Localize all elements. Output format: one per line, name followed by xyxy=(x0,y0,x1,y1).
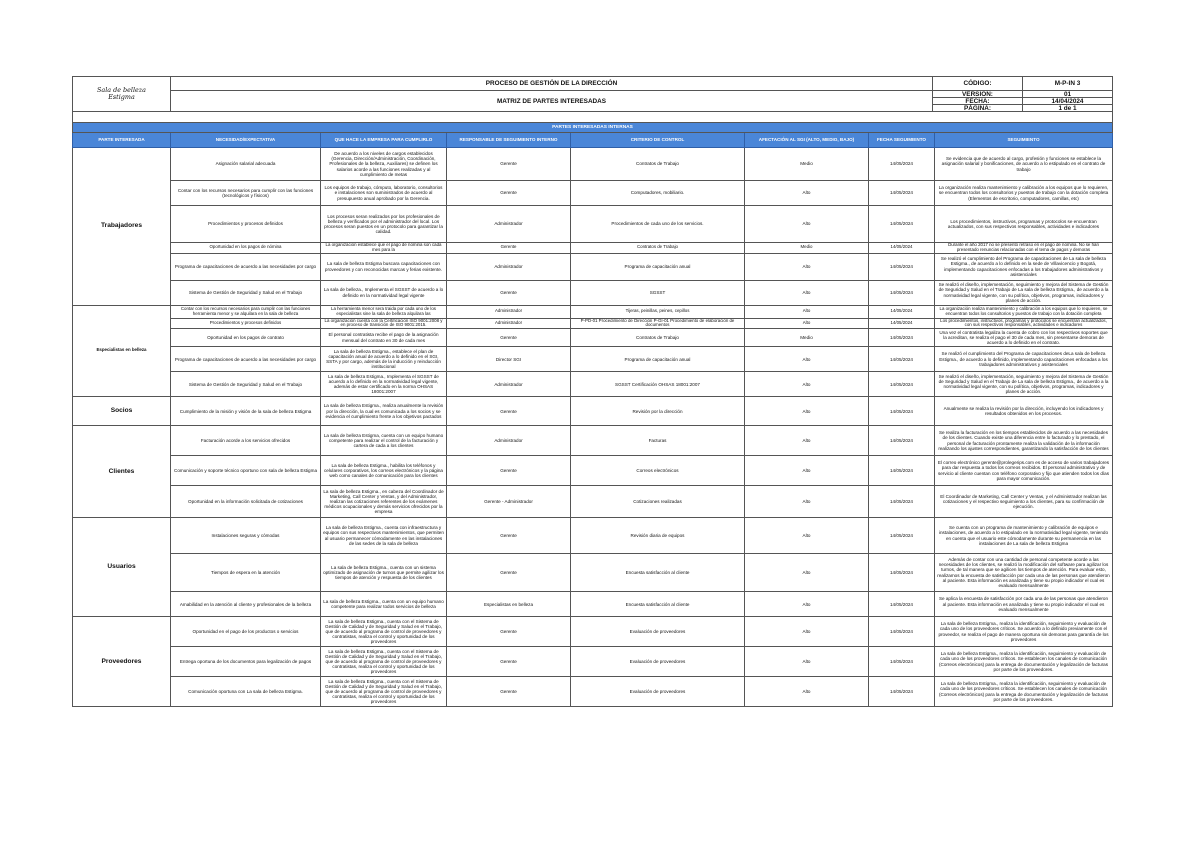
group-label: Especialistas en belleza xyxy=(73,305,171,397)
cell-afectacion: Alto xyxy=(745,426,869,456)
cell-fecha: 14/05/2024 xyxy=(869,243,935,254)
cell-afectacion: Alto xyxy=(745,518,869,554)
group-label: Trabajadores xyxy=(73,148,171,306)
table-row xyxy=(73,206,1113,243)
cell-seguimiento: Se evidencia que de acuerdo al cargo, profesión y funciones se establece la asignación salarial y bonificaciones, de acuerdo a lo estipulado en el contrato de trabajo xyxy=(935,148,1113,181)
table-row xyxy=(73,397,1113,426)
cell-necesidad: Tiempos de espera en la atención xyxy=(171,554,321,592)
cell-accion: La organización establece que el pago de nómina son cada mes para la xyxy=(321,243,447,254)
table-row xyxy=(73,617,1113,647)
table-row xyxy=(73,243,1113,254)
cell-fecha: 14/05/2024 xyxy=(869,426,935,456)
col-header-fecha: FECHA SEGUIMIENTO xyxy=(869,133,935,148)
cell-responsable: Administrador xyxy=(447,426,571,456)
meta-label-version: VERSIÓN: xyxy=(933,91,1022,98)
cell-afectacion: Medio xyxy=(745,243,869,254)
cell-seguimiento: La organización realiza mantenimiento y calibración a los equipos que lo requieren, se encuentran todos los consultorios y puestos de trabajo con la dotación completa (Elementos de escritorio, computadores, camillas, etc) xyxy=(935,181,1113,206)
cell-seguimiento: Se realizó el cumplimiento del Programa de capacitaciones de La sala de belleza Estigma., de acuerdo a lo definido en la sede de Villavicencio y Bogotá, implementando capacitaciones enfocadas a los trabajadores administrativos y asistenciales xyxy=(935,253,1113,280)
cell-accion: La sala de belleza Estigma., Implementa el SGSST de acuerdo a lo definido en la normatividad legal vigente, además de estar certificado en la norma OHSAS 18001:2007 xyxy=(321,372,447,397)
cell-afectacion: Alto xyxy=(745,280,869,305)
cell-accion: La sala de belleza Estigma buscara capacitaciones con proveedores y con reconocidas marcas y ferias existente. xyxy=(321,253,447,280)
cell-criterio: Cotizaciones realizadas xyxy=(571,486,745,518)
cell-responsable: Gerente xyxy=(447,243,571,254)
cell-responsable: Director SGI xyxy=(447,347,571,372)
cell-criterio: Correos electrónicos xyxy=(571,456,745,486)
cell-afectacion: Alto xyxy=(745,206,869,243)
cell-accion: El personal contratista recibe el pago de la asignación mensual del contrato en 30 de cada mes xyxy=(321,329,447,347)
cell-accion: La sala de belleza Estigma., cuenta con el Sistema de Gestión de Calidad y de Seguridad y Salud en el Trabajo, que de acuerdo al programa de control de proveedores y contratistas, realiza el control y oportunidad de los proveedores xyxy=(321,647,447,677)
cell-fecha: 14/05/2024 xyxy=(869,647,935,677)
cell-afectacion: Alto xyxy=(745,305,869,318)
col-header-necesidad: NECESIDAD/EXPECTATIVA xyxy=(171,133,321,148)
table-row xyxy=(73,305,1113,318)
cell-criterio: Revisión por la dirección xyxy=(571,397,745,426)
table-row xyxy=(73,148,1113,181)
cell-necesidad: Programa de capacitaciones de acuerdo a las necesidades por cargo xyxy=(171,253,321,280)
section-title: PARTES INTERESADAS INTERNAS xyxy=(73,123,1113,133)
table-row xyxy=(73,677,1113,707)
table-row xyxy=(73,372,1113,397)
meta-value-version: 01 xyxy=(1023,91,1112,98)
cell-necesidad: Cumplimiento de la misión y visión de la sala de belleza Estigma xyxy=(171,397,321,426)
cell-fecha: 14/05/2024 xyxy=(869,347,935,372)
cell-responsable: Gerente xyxy=(447,329,571,347)
cell-criterio: Evaluación de proveedores xyxy=(571,647,745,677)
cell-criterio: Computadores, mobiliario. xyxy=(571,181,745,206)
cell-seguimiento: Además de contar con una cantidad de personal competente acorde a las necesidades de los clientes, se realizó la modificación del software para agilizar los turnos, de tal manera que se agilicen los tiempos de atención. Para evaluar esto, realizamos la encuesta de satisfacción por cada una de las personas que atendieron al paciente. Esta información es analizada y tiene su propio indicador el cual es evaluado mensualmente xyxy=(935,554,1113,592)
cell-accion: La herramienta menor sera traida por cada uno de los especialistas sine la sala de belleza alquilara las xyxy=(321,305,447,318)
cell-necesidad: Oportunidad en los pagos de nómina xyxy=(171,243,321,254)
cell-afectacion: Medio xyxy=(745,329,869,347)
cell-criterio: Contratos de Trabajo xyxy=(571,243,745,254)
cell-accion: Los equipos de trabajo, cómputo, laboratorio, consultorios e instalaciones son suministrados de acuerdo al presupuesto anual aprobado por la Gerencia. xyxy=(321,181,447,206)
cell-responsable: Administrador xyxy=(447,206,571,243)
matrix-title: MATRIZ DE PARTES INTERESADAS xyxy=(171,91,933,112)
cell-seguimiento: El correo electrónico gerente@prolegerips.com es de acceso de varios trabajadores para dar respuesta a todos los correos recibidos. El personal administrativo y de servicio al cliente cuentan con teléfono corporativo y fijo que atienden todos los días para mayor comunicación. xyxy=(935,456,1113,486)
table-row xyxy=(73,554,1113,592)
cell-fecha: 14/05/2024 xyxy=(869,592,935,617)
cell-criterio: Programa de capacitación anual xyxy=(571,347,745,372)
cell-accion: De acuerdo a los niveles de cargos establecidos (Gerencia, Dirección/Administración, Coordinación, Profesionales de la belleza, Auxiliares) se definen los salarios acorde a las funciones realizadas y al cumplimiento de metas xyxy=(321,148,447,181)
cell-afectacion: Alto xyxy=(745,486,869,518)
cell-criterio: Contratos de Trabajo xyxy=(571,148,745,181)
matrix-table xyxy=(72,112,1113,707)
cell-responsable: Gerente xyxy=(447,181,571,206)
cell-afectacion: Alto xyxy=(745,318,869,329)
table-row xyxy=(73,329,1113,347)
cell-fecha: 14/05/2024 xyxy=(869,181,935,206)
cell-afectacion: Alto xyxy=(745,397,869,426)
cell-criterio: Evaluación de proveedores xyxy=(571,617,745,647)
spacer-row xyxy=(73,112,1113,123)
cell-afectacion: Medio xyxy=(745,148,869,181)
cell-accion: La sala de belleza., Implementa el SGSST de acuerdo a lo definido en la normatividad legal vigente xyxy=(321,280,447,305)
meta-label-code: CÓDIGO: xyxy=(933,77,1023,91)
group-label: Usuarios xyxy=(73,518,171,617)
cell-fecha: 14/05/2024 xyxy=(869,397,935,426)
meta-value-code: M-P-IN 3 xyxy=(1023,77,1113,91)
col-header-criterio: CRITERIO DE CONTROL xyxy=(571,133,745,148)
header-table xyxy=(72,76,1113,112)
cell-responsable: Gerente xyxy=(447,677,571,707)
table-row xyxy=(73,253,1113,280)
cell-seguimiento: Se realizó el diseño, implementación, seguimiento y mejora del Sistema de Gestión de Seguridad y Salud en el Trabajo de La sala de belleza Estigma., de acuerdo a la normatividad legal vigente, con su política, objetivos, programas, indicadores y planes de acción. xyxy=(935,372,1113,397)
cell-afectacion: Alto xyxy=(745,554,869,592)
cell-fecha: 14/05/2024 xyxy=(869,677,935,707)
cell-seguimiento: Se cuenta con un programa de mantenimiento y calibración de equipos e instalaciones, de acuerdo a lo estipulado en la normatividad legal vigente, teniendo en cuenta que el usuario este cómodamente durante su permanencia en las instalaciones de La sala de belleza Estigma xyxy=(935,518,1113,554)
cell-necesidad: Sistema de Gestión de Seguridad y Salud en el Trabajo xyxy=(171,372,321,397)
cell-accion: La organización cuenta con la Certificación ISO 9001:2008 y en proceso de transición de ISO 9001:2015. xyxy=(321,318,447,329)
logo-line1: Sala de belleza xyxy=(97,86,146,94)
cell-accion: La sala de belleza Estigma., cuenta con un equipo humano competente para realizar todos servicios de belleza xyxy=(321,592,447,617)
table-row xyxy=(73,456,1113,486)
cell-criterio: P-PD-01 Procedimiento de Dirección P-GI-01 Procedimiento de elaboración de documentos xyxy=(571,318,745,329)
cell-necesidad: Sistema de Gestión de Seguridad y Salud en el Trabajo xyxy=(171,280,321,305)
cell-seguimiento: Los procedimientos, instructivos, programas y protocolos se encuentran actualizados, con sus respectivos responsables, actividades e indicadores xyxy=(935,318,1113,329)
cell-seguimiento: Los procedimientos, instructivos, programas y protocolos se encuentran actualizados, con sus respectivos responsables, actividades e indicadores xyxy=(935,206,1113,243)
group-label: Socios xyxy=(73,397,171,426)
cell-seguimiento: Se realizó el cumplimiento del Programa de capacitaciones deLa sala de belleza Estigma., de acuerdo a lo definido, implementando capacitaciones enfocadas a los trabajadores administrativos y asistenciales xyxy=(935,347,1113,372)
column-header-row xyxy=(73,133,1113,148)
cell-responsable: Gerente - Administrador xyxy=(447,486,571,518)
cell-fecha: 14/05/2024 xyxy=(869,318,935,329)
cell-responsable: Gerente xyxy=(447,280,571,305)
cell-accion: La sala de belleza Estigma., cuenta con el Sistema de Gestión de Calidad y de Seguridad y Salud en el Trabajo, que de acuerdo al programa de control de proveedores y contratistas, realiza el control y oportunidad de los proveedores xyxy=(321,677,447,707)
cell-afectacion: Alto xyxy=(745,456,869,486)
table-row xyxy=(73,181,1113,206)
cell-seguimiento: La sala de belleza Estigma., realiza la identificación, seguimiento y evaluación de cada uno de los proveedores críticos. Se establecen los canales de comunicación (Correos electrónicos) para la entrega de documentación y legalización de facturas por parte de los proveedores. xyxy=(935,677,1113,707)
cell-fecha: 14/05/2024 xyxy=(869,305,935,318)
meta-value-page: 1 de 1 xyxy=(1058,105,1077,112)
cell-responsable: Gerente xyxy=(447,456,571,486)
cell-afectacion: Alto xyxy=(745,617,869,647)
table-row xyxy=(73,486,1113,518)
cell-accion: La sala de belleza Estigma, cuenta con un equipo humano competente para realizar el control de la facturación y cartera de cada a los clientes xyxy=(321,426,447,456)
cell-afectacion: Alto xyxy=(745,347,869,372)
table-row xyxy=(73,518,1113,554)
cell-criterio: Facturas xyxy=(571,426,745,456)
cell-seguimiento: Se realiza la facturación en los tiempos establecidos de acuerdo a las necesidades de los clientes. Cuando existe una diferencia entre lo facturado y lo prestado, el personal de facturación prontamente realiza la validación de la información realizando los ajustes correspondientes, garantizando la satisfacción de los clientes xyxy=(935,426,1113,456)
cell-accion: La sala de belleza Estigma., realiza anualmente la revisión por la dirección, la cual es comunicada a los socios y se evidencia el cumplimiento frente a los objetivos pactados xyxy=(321,397,447,426)
cell-afectacion: Alto xyxy=(745,677,869,707)
cell-criterio: Tijeras, peinillas, peines, cepillos xyxy=(571,305,745,318)
cell-necesidad: Procedimientos y procesos definidos xyxy=(171,318,321,329)
cell-seguimiento: Durante el año 2017 no se presentó retraso en el pago de nómina. No se han presentado renuncias relacionadas con el tema de pagos y demoras xyxy=(935,243,1113,254)
table-row xyxy=(73,592,1113,617)
cell-necesidad: Instalaciones seguras y cómodas xyxy=(171,518,321,554)
cell-seguimiento: El Coordinador de Marketing, Call Center y Ventas, y el Administrador realizan las cotizaciones y el respectivo seguimiento a los clientes, para su confirmación de ejecución. xyxy=(935,486,1113,518)
cell-responsable: Gerente xyxy=(447,647,571,677)
group-label: Proveedores xyxy=(73,617,171,707)
cell-responsable: Especialistas en belleza xyxy=(447,592,571,617)
col-header-responsable: RESPONSABLE DE SEGUIMIENTO INTERNO xyxy=(447,133,571,148)
cell-accion: La sala de belleza Estigma., cuenta con un sistema optimizado de asignación de turnos que permite agilizar los tiempos de atención y respuesta de los clientes xyxy=(321,554,447,592)
cell-necesidad: Asignación salarial adecuada xyxy=(171,148,321,181)
cell-necesidad: Oportunidad en los pagos de contrato xyxy=(171,329,321,347)
cell-afectacion: Alto xyxy=(745,647,869,677)
col-header-seguimiento: SEGUIMIENTO xyxy=(935,133,1113,148)
cell-seguimiento: La sala de belleza Estigma., realiza la identificación, seguimiento y evaluación de cada uno de los proveedores críticos. Se establecen los canales de comunicación (Correos electrónicos) para la entrega de documentación y legalización de facturas por parte de los proveedores. xyxy=(935,647,1113,677)
cell-seguimiento: Una vez el contratista legaliza la cuenta de cobro con los respectivos soportes que la acreditan, se realiza el pago el 30 de cada mes, sin presentarse demoras de acuerdo a lo definido en el contrato. xyxy=(935,329,1113,347)
cell-afectacion: Alto xyxy=(745,253,869,280)
group-label: Clientes xyxy=(73,426,171,518)
table-row xyxy=(73,647,1113,677)
cell-seguimiento: Se aplica la encuesta de satisfacción por cada una de las personas que atendieron al paciente. Esta información es analizada y tiene su propio indicador el cual es evaluado mensualmente xyxy=(935,592,1113,617)
meta-labels xyxy=(933,91,1023,112)
cell-fecha: 14/05/2024 xyxy=(869,372,935,397)
col-header-afectacion: AFECTACIÓN AL SGI (ALTO, MEDIO, BAJO) xyxy=(745,133,869,148)
cell-necesidad: Contar con los recursos necesarios para cumplir con las funciones herramienta menor y se alquilara en la sala de belleza xyxy=(171,305,321,318)
cell-responsable: Gerente xyxy=(447,397,571,426)
cell-fecha: 14/05/2024 xyxy=(869,148,935,181)
cell-responsable: Administrador xyxy=(447,253,571,280)
table-row xyxy=(73,347,1113,372)
meta-label-date: FECHA: xyxy=(933,98,1022,105)
cell-necesidad: Comunicación oportuna con La sala de belleza Estigma. xyxy=(171,677,321,707)
document-sheet xyxy=(72,76,1112,707)
cell-criterio: Encuesta satisfacción al cliente xyxy=(571,592,745,617)
cell-accion: La sala de belleza Estigma., habilita los teléfonos y celulares corporativos, los correos electrónicos y la página web como canales de comunicación para los clientes xyxy=(321,456,447,486)
cell-afectacion: Alto xyxy=(745,372,869,397)
cell-necesidad: Oportunidad en la información solicitada de cotizaciones xyxy=(171,486,321,518)
cell-accion: La sala de belleza Estigma., cuenta con infraestructura y equipos con sus respectivos mantenimientos, que permiten al usuario permanecer cómodamente en las instalaciones de las sedes de la sala de belleza xyxy=(321,518,447,554)
cell-responsable: Gerente xyxy=(447,148,571,181)
table-row xyxy=(73,426,1113,456)
col-header-accion: QUE HACE LA EMPRESA PARA CUMPLIRLO xyxy=(321,133,447,148)
table-row xyxy=(73,280,1113,305)
cell-afectacion: Alto xyxy=(745,592,869,617)
cell-fecha: 14/05/2024 xyxy=(869,617,935,647)
cell-afectacion: Alto xyxy=(745,181,869,206)
cell-necesidad: Entrega oportuna de los documentos para legalización de pagos xyxy=(171,647,321,677)
cell-fecha: 14/05/2024 xyxy=(869,253,935,280)
cell-fecha: 14/05/2024 xyxy=(869,554,935,592)
cell-responsable: Gerente xyxy=(447,518,571,554)
cell-accion: La sala de belleza Estigma., cuenta con el Sistema de Gestión de Calidad y de Seguridad y Salud en el Trabajo, que de acuerdo al programa de control de proveedores y contratistas, realiza el control y oportunidad de los proveedores xyxy=(321,617,447,647)
cell-criterio: Evaluación de proveedores xyxy=(571,677,745,707)
company-logo xyxy=(73,77,171,112)
cell-responsable: Administrador xyxy=(447,305,571,318)
table-row xyxy=(73,318,1113,329)
cell-seguimiento: La organización realiza mantenimiento y calibración a los equipos que lo requieren, se encuentran todos los consultorios y puestos de trabajo con la dotación completa xyxy=(935,305,1113,318)
logo-line2: Estigma xyxy=(108,93,135,101)
meta-value-date: 14/04/2024 xyxy=(1023,98,1112,105)
cell-necesidad: Amabilidad en la atención al cliente y profesionales de la belleza xyxy=(171,592,321,617)
cell-criterio: Encuesta satisfacción al cliente xyxy=(571,554,745,592)
cell-necesidad: Procedimientos y procesos definidos xyxy=(171,206,321,243)
cell-responsable: Administrador xyxy=(447,372,571,397)
meta-label-page: PÁGINA: xyxy=(964,105,991,112)
cell-accion: La sala de belleza Estigma., establece el plan de capacitación anual de acuerdo a lo definido en el SGI, SSTA y por cargo, además de la inducción y reinducción institucional xyxy=(321,347,447,372)
cell-criterio: Programa de capacitación anual xyxy=(571,253,745,280)
meta-values xyxy=(1023,91,1113,112)
cell-responsable: Gerente xyxy=(447,617,571,647)
cell-fecha: 14/05/2024 xyxy=(869,280,935,305)
cell-necesidad: Contar con los recursos necesarios para cumplir con las funciones (tecnológicos y físicos) xyxy=(171,181,321,206)
cell-responsable: Gerente xyxy=(447,554,571,592)
cell-fecha: 14/05/2024 xyxy=(869,456,935,486)
cell-responsable: Administrador xyxy=(447,318,571,329)
process-title: PROCESO DE GESTIÓN DE LA DIRECCIÓN xyxy=(171,77,933,91)
cell-necesidad: Programa de capacitaciones de acuerdo a las necesidades por cargo xyxy=(171,347,321,372)
cell-necesidad: Oportunidad en el pago de los productos o servicios xyxy=(171,617,321,647)
cell-accion: Los procesos seran realizados por los profesionales de belleza y verificados por el administrador del local. Los procesos seran puestos en un protocolo para garantizar la calidad. xyxy=(321,206,447,243)
cell-fecha: 14/05/2024 xyxy=(869,329,935,347)
cell-criterio: SGSST xyxy=(571,280,745,305)
cell-criterio: Revisión diaria de equipos xyxy=(571,518,745,554)
cell-necesidad: Facturación acorde a los servicios ofrecidos xyxy=(171,426,321,456)
cell-criterio: SGSST Certificación OHSAS 18001:2007 xyxy=(571,372,745,397)
cell-accion: La sala de belleza Estigma., en cabeza del Coordinador de Marketing, Call Center y Ventas, y del Administrador, realizan las cotizaciones referentes de los exámenes médicos ocupacionales y demás servicios ofrecidos por la empresa xyxy=(321,486,447,518)
cell-seguimiento: Anualmente se realiza la revisión por la dirección, incluyendo los indicadores y resultados obtenidos en los procesos. xyxy=(935,397,1113,426)
cell-fecha: 14/05/2024 xyxy=(869,518,935,554)
cell-criterio: Contratos de Trabajo xyxy=(571,329,745,347)
cell-seguimiento: Se realizó el diseño, implementación, seguimiento y mejora del Sistema de Gestión de Seguridad y Salud en el Trabajo de La sala de belleza Estigma., de acuerdo a la normatividad legal vigente, con su política, objetivos, programas, indicadores y planes de acción. xyxy=(935,280,1113,305)
cell-necesidad: Comunicación y soporte técnico oportuno con sala de belleza Estigma xyxy=(171,456,321,486)
cell-fecha: 14/05/2024 xyxy=(869,206,935,243)
col-header-parte: PARTE INTERESADA xyxy=(73,133,171,148)
cell-seguimiento: La sala de belleza Estigma., realiza la identificación, seguimiento y evaluación de cada uno de los proveedores críticos. Se acuerdo a lo definido previamente con el proveedor, se realiza el pago de manera oportuna sin demoras para garantía de los proveedores xyxy=(935,617,1113,647)
cell-criterio: Procedimientos de cada uno de los servicios. xyxy=(571,206,745,243)
cell-fecha: 14/05/2024 xyxy=(869,486,935,518)
matrix-body xyxy=(73,148,1113,707)
